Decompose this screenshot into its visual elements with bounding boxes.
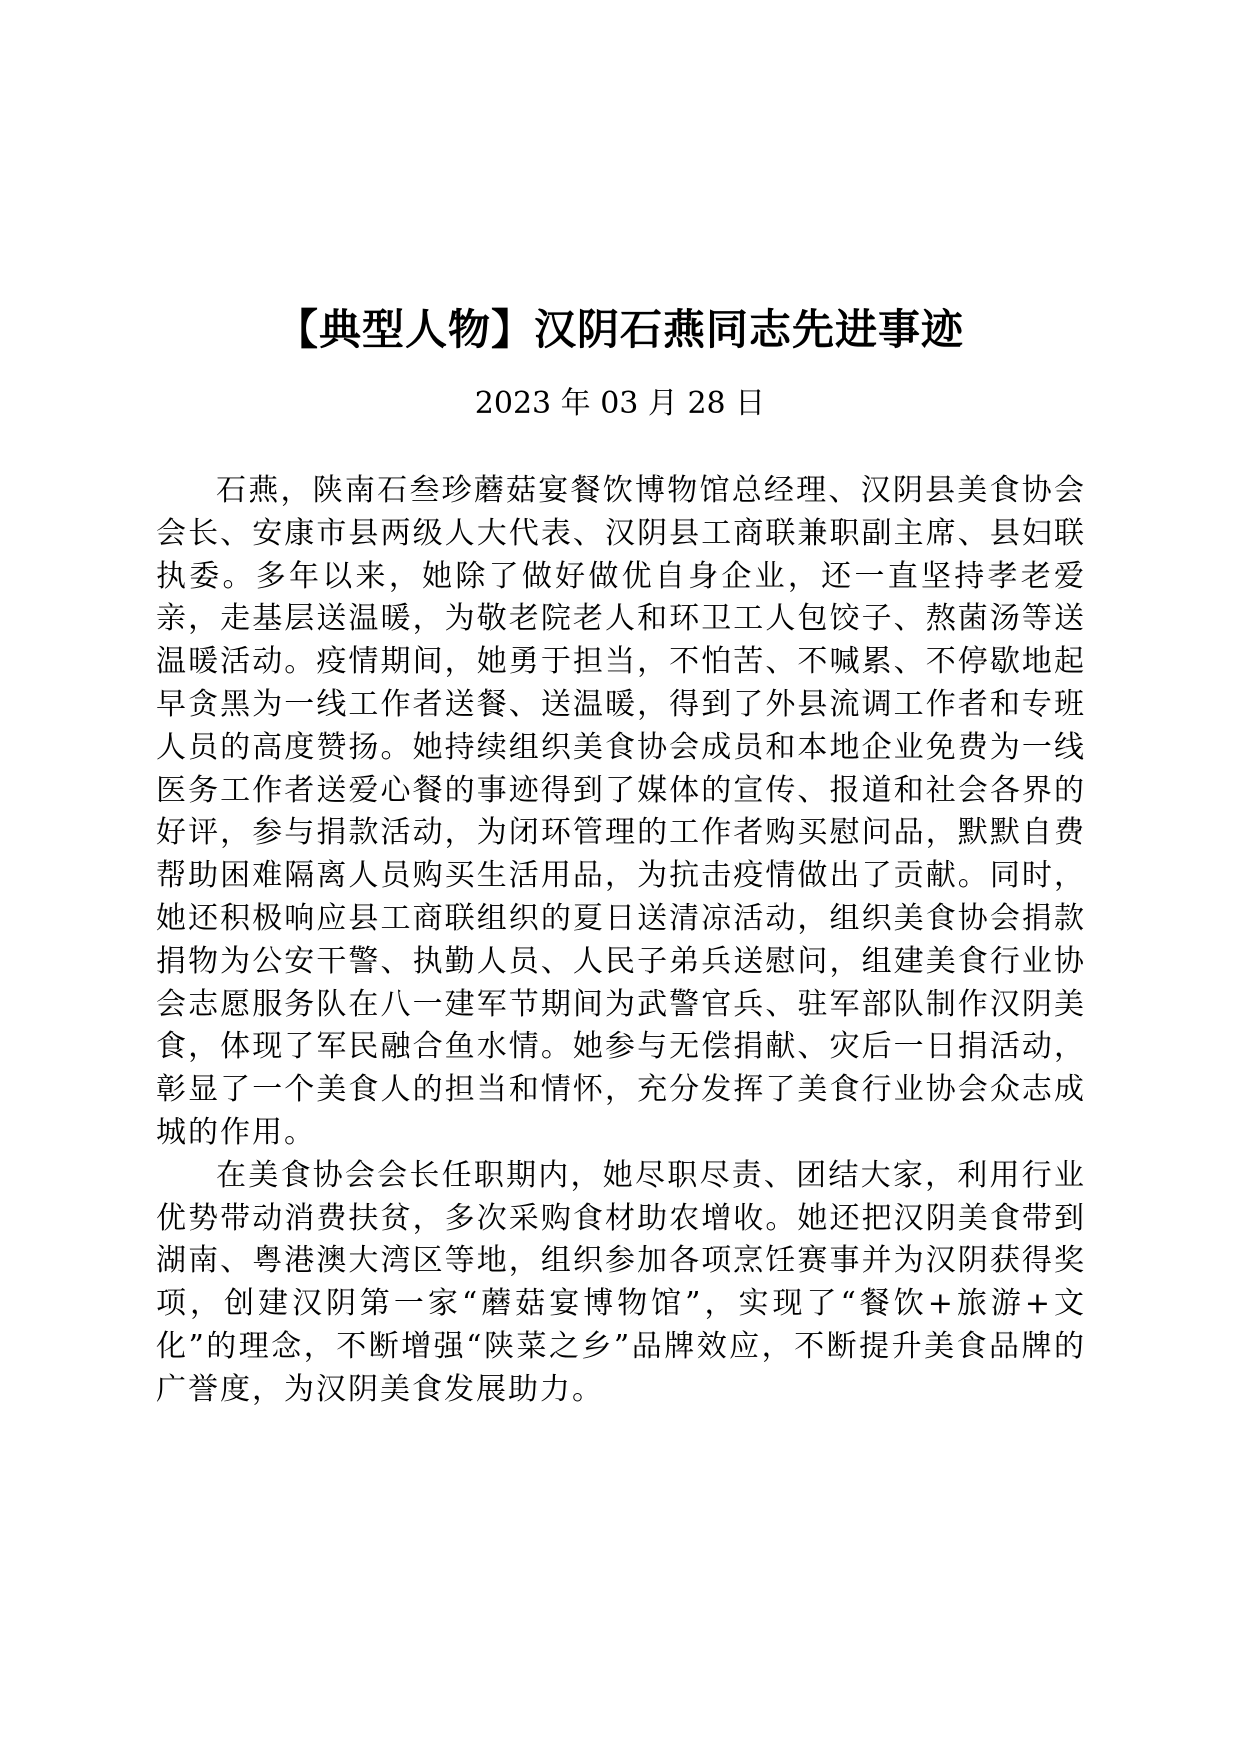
body-paragraph: 在美食协会会长任职期内，她尽职尽责、团结大家，利用行业优势带动消费扶贫，多次采购食材助农增收。她还把汉阴美食带到湖南、粤港澳大湾区等地，组织参加各项烹饪赛事并为汉阴获得奖项，创建汉阴第一家“蘑菇宴博物馆”，实现了“餐饮+旅游+文化”的理念，不断增强“陕菜之乡”品牌效应，不断提升美食品牌的广誉度，为汉阴美食发展助力。 — [156, 1157, 1086, 1407]
document-body — [156, 470, 1086, 1412]
body-paragraph: 石燕，陕南石叁珍蘑菇宴餐饮博物馆总经理、汉阴县美食协会会长、安康市县两级人大代表、汉阴县工商联兼职副主席、县妇联执委。多年以来，她除了做好做优自身企业，还一直坚持孝老爱亲，走基层送温暖，为敬老院老人和环卫工人包饺子、熬菌汤等送温暖活动。疫情期间，她勇于担当，不怕苦、不喊累、不停歇地起早贪黑为一线工作者送餐、送温暖，得到了外县流调工作者和专班人员的高度赞扬。她持续组织美食协会成员和本地企业免费为一线医务工作者送爱心餐的事迹得到了媒体的宣传、报道和社会各界的好评，参与捐款活动，为闭环管理的工作者购买慰问品，默默自费帮助困难隔离人员购买生活用品，为抗击疫情做出了贡献。同时，她还积极响应县工商联组织的夏日送清凉活动，组织美食协会捐款捐物为公安干警、执勤人员、人民子弟兵送慰问，组建美食行业协会志愿服务队在八一建军节期间为武警官兵、驻军部队制作汉阴美食，体现了军民融合鱼水情。她参与无偿捐献、灾后一日捐活动，彰显了一个美食人的担当和情怀，充分发挥了美食行业协会众志成城的作用。 — [156, 473, 1086, 1150]
document-date: 2023 年 03 月 28 日 — [474, 386, 766, 421]
document-title: 【典型人物】汉阴石燕同志先进事迹 — [275, 305, 964, 354]
